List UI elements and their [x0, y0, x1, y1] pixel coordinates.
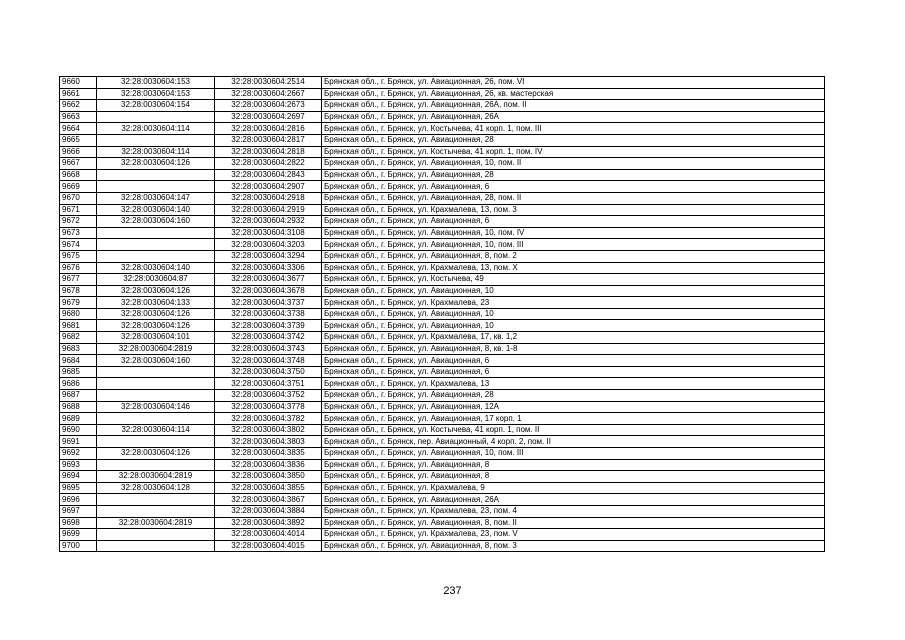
parent-cadastral-number-cell: 32:28:0030604:160: [97, 355, 215, 367]
cadastral-number-cell: 32:28:0030604:2697: [215, 111, 322, 123]
row-number-cell: 9694: [60, 471, 97, 483]
parent-cadastral-number-cell: 32:28:0030604:2819: [97, 471, 215, 483]
parent-cadastral-number-cell: 32:28:0030604:2819: [97, 517, 215, 529]
table-row: [60, 158, 825, 170]
parent-cadastral-number-cell: 32:28:0030604:126: [97, 448, 215, 460]
row-number-cell: 9698: [60, 517, 97, 529]
table-row: [60, 274, 825, 286]
address-cell: Брянская обл., г. Брянск, ул. Авиационная, 10, пом. III: [322, 239, 825, 251]
table-row: [60, 181, 825, 193]
address-cell: Брянская обл., г. Брянск, ул. Авиационная, 17 корп. 1: [322, 413, 825, 425]
row-number-cell: 9677: [60, 274, 97, 286]
row-number-cell: 9666: [60, 146, 97, 158]
cadastral-number-cell: 32:28:0030604:4015: [215, 540, 322, 552]
row-number-cell: 9665: [60, 134, 97, 146]
parent-cadastral-number-cell: [97, 378, 215, 390]
address-cell: Брянская обл., г. Брянск, ул. Авиационная, 8: [322, 459, 825, 471]
address-cell: Брянская обл., г. Брянск, ул. Костычева, 41 корп. 1, пом. III: [322, 123, 825, 135]
address-cell: Брянская обл., г. Брянск, ул. Крахмалева, 17, кв. 1,2: [322, 332, 825, 344]
row-number-cell: 9673: [60, 227, 97, 239]
table-row: [60, 366, 825, 378]
cadastral-number-cell: 32:28:0030604:3677: [215, 274, 322, 286]
parent-cadastral-number-cell: 32:28:0030604:114: [97, 146, 215, 158]
table-row: [60, 250, 825, 262]
parent-cadastral-number-cell: [97, 250, 215, 262]
address-cell: Брянская обл., г. Брянск, ул. Авиационная, 10, пом. II: [322, 158, 825, 170]
cadastral-number-cell: 32:28:0030604:3803: [215, 436, 322, 448]
address-cell: Брянская обл., г. Брянск, ул. Авиационная, 26, пом. VI: [322, 77, 825, 89]
cadastral-number-cell: 32:28:0030604:2918: [215, 192, 322, 204]
table-row: [60, 471, 825, 483]
address-cell: Брянская обл., г. Брянск, ул. Костычева, 41 корп. 1, пом. II: [322, 424, 825, 436]
parent-cadastral-number-cell: [97, 529, 215, 541]
property-registry-table: [59, 76, 825, 552]
parent-cadastral-number-cell: [97, 239, 215, 251]
table-row: [60, 216, 825, 228]
address-cell: Брянская обл., г. Брянск, ул. Крахмалева, 13, пом. X: [322, 262, 825, 274]
address-cell: Брянская обл., г. Брянск, ул. Авиационная, 12А: [322, 401, 825, 413]
table-row: [60, 332, 825, 344]
parent-cadastral-number-cell: [97, 436, 215, 448]
cadastral-number-cell: 32:28:0030604:3294: [215, 250, 322, 262]
table-row: [60, 192, 825, 204]
table-row: [60, 355, 825, 367]
parent-cadastral-number-cell: [97, 111, 215, 123]
parent-cadastral-number-cell: [97, 181, 215, 193]
parent-cadastral-number-cell: 32:28:0030604:87: [97, 274, 215, 286]
address-cell: Брянская обл., г. Брянск, ул. Крахмалева, 13, пом. 3: [322, 204, 825, 216]
table-row: [60, 540, 825, 552]
address-cell: Брянская обл., г. Брянск, ул. Авиационная, 10: [322, 308, 825, 320]
address-cell: Брянская обл., г. Брянск, ул. Авиационная, 8, кв. 1-8: [322, 343, 825, 355]
address-cell: Брянская обл., г. Брянск, ул. Авиационная, 6: [322, 181, 825, 193]
parent-cadastral-number-cell: 32:28:0030604:126: [97, 320, 215, 332]
cadastral-number-cell: 32:28:0030604:3203: [215, 239, 322, 251]
table-row: [60, 308, 825, 320]
cadastral-number-cell: 32:28:0030604:2818: [215, 146, 322, 158]
row-number-cell: 9672: [60, 216, 97, 228]
address-cell: Брянская обл., г. Брянск, ул. Авиационная, 10: [322, 320, 825, 332]
row-number-cell: 9685: [60, 366, 97, 378]
table-row: [60, 459, 825, 471]
table-row: [60, 436, 825, 448]
page-number: 237: [443, 585, 462, 597]
parent-cadastral-number-cell: 32:28:0030604:128: [97, 482, 215, 494]
parent-cadastral-number-cell: 32:28:0030604:114: [97, 123, 215, 135]
table-row: [60, 320, 825, 332]
address-cell: Брянская обл., г. Брянск, ул. Крахмалева, 23: [322, 297, 825, 309]
row-number-cell: 9689: [60, 413, 97, 425]
table-row: [60, 343, 825, 355]
cadastral-number-cell: 32:28:0030604:3739: [215, 320, 322, 332]
parent-cadastral-number-cell: 32:28:0030604:126: [97, 158, 215, 170]
row-number-cell: 9697: [60, 505, 97, 517]
cadastral-number-cell: 32:28:0030604:3850: [215, 471, 322, 483]
cadastral-number-cell: 32:28:0030604:3836: [215, 459, 322, 471]
address-cell: Брянская обл., г. Брянск, ул. Авиационная, 10, пом. IV: [322, 227, 825, 239]
parent-cadastral-number-cell: [97, 227, 215, 239]
address-cell: Брянская обл., г. Брянск, ул. Авиационная, 8, пом. 3: [322, 540, 825, 552]
table-row: [60, 88, 825, 100]
parent-cadastral-number-cell: [97, 494, 215, 506]
cadastral-number-cell: 32:28:0030604:3737: [215, 297, 322, 309]
cadastral-number-cell: 32:28:0030604:4014: [215, 529, 322, 541]
row-number-cell: 9669: [60, 181, 97, 193]
parent-cadastral-number-cell: [97, 134, 215, 146]
cadastral-number-cell: 32:28:0030604:3778: [215, 401, 322, 413]
row-number-cell: 9690: [60, 424, 97, 436]
row-number-cell: 9663: [60, 111, 97, 123]
row-number-cell: 9667: [60, 158, 97, 170]
address-cell: Брянская обл., г. Брянск, ул. Авиационная, 28: [322, 134, 825, 146]
row-number-cell: 9681: [60, 320, 97, 332]
address-cell: Брянская обл., г. Брянск, пер. Авиационный, 4 корп. 2, пом. II: [322, 436, 825, 448]
address-cell: Брянская обл., г. Брянск, ул. Авиационная, 8, пом. 2: [322, 250, 825, 262]
parent-cadastral-number-cell: 32:28:0030604:101: [97, 332, 215, 344]
cadastral-number-cell: 32:28:0030604:3867: [215, 494, 322, 506]
address-cell: Брянская обл., г. Брянск, ул. Авиационная, 28, пом. II: [322, 192, 825, 204]
address-cell: Брянская обл., г. Брянск, ул. Авиационная, 28: [322, 169, 825, 181]
row-number-cell: 9691: [60, 436, 97, 448]
address-cell: Брянская обл., г. Брянск, ул. Авиационная, 10: [322, 285, 825, 297]
address-cell: Брянская обл., г. Брянск, ул. Костычева, 41 корп. 1, пом. IV: [322, 146, 825, 158]
row-number-cell: 9664: [60, 123, 97, 135]
parent-cadastral-number-cell: [97, 459, 215, 471]
row-number-cell: 9693: [60, 459, 97, 471]
parent-cadastral-number-cell: 32:28:0030604:146: [97, 401, 215, 413]
table-row: [60, 100, 825, 112]
row-number-cell: 9674: [60, 239, 97, 251]
row-number-cell: 9692: [60, 448, 97, 460]
table-row: [60, 413, 825, 425]
address-cell: Брянская обл., г. Брянск, ул. Авиационная, 26А, пом. II: [322, 100, 825, 112]
address-cell: Брянская обл., г. Брянск, ул. Авиационная, 6: [322, 366, 825, 378]
cadastral-number-cell: 32:28:0030604:2667: [215, 88, 322, 100]
row-number-cell: 9680: [60, 308, 97, 320]
parent-cadastral-number-cell: 32:28:0030604:153: [97, 88, 215, 100]
cadastral-number-cell: 32:28:0030604:3738: [215, 308, 322, 320]
cadastral-number-cell: 32:28:0030604:2907: [215, 181, 322, 193]
cadastral-number-cell: 32:28:0030604:2919: [215, 204, 322, 216]
table-row: [60, 401, 825, 413]
cadastral-number-cell: 32:28:0030604:3855: [215, 482, 322, 494]
cadastral-number-cell: 32:28:0030604:3835: [215, 448, 322, 460]
cadastral-number-cell: 32:28:0030604:2932: [215, 216, 322, 228]
parent-cadastral-number-cell: [97, 169, 215, 181]
parent-cadastral-number-cell: 32:28:0030604:154: [97, 100, 215, 112]
table-row: [60, 146, 825, 158]
table-row: [60, 169, 825, 181]
table-row: [60, 227, 825, 239]
row-number-cell: 9661: [60, 88, 97, 100]
address-cell: Брянская обл., г. Брянск, ул. Авиационная, 8: [322, 471, 825, 483]
row-number-cell: 9671: [60, 204, 97, 216]
table-row: [60, 285, 825, 297]
row-number-cell: 9675: [60, 250, 97, 262]
table-row: [60, 424, 825, 436]
table-row: [60, 262, 825, 274]
row-number-cell: 9662: [60, 100, 97, 112]
row-number-cell: 9679: [60, 297, 97, 309]
parent-cadastral-number-cell: [97, 505, 215, 517]
row-number-cell: 9676: [60, 262, 97, 274]
parent-cadastral-number-cell: [97, 390, 215, 402]
row-number-cell: 9683: [60, 343, 97, 355]
parent-cadastral-number-cell: 32:28:0030604:126: [97, 308, 215, 320]
address-cell: Брянская обл., г. Брянск, ул. Авиационная, 26А: [322, 111, 825, 123]
parent-cadastral-number-cell: [97, 366, 215, 378]
parent-cadastral-number-cell: 32:28:0030604:160: [97, 216, 215, 228]
cadastral-number-cell: 32:28:0030604:3802: [215, 424, 322, 436]
row-number-cell: 9686: [60, 378, 97, 390]
address-cell: Брянская обл., г. Брянск, ул. Авиационная, 28: [322, 390, 825, 402]
address-cell: Брянская обл., г. Брянск, ул. Авиационная, 26А: [322, 494, 825, 506]
table-row: [60, 448, 825, 460]
address-cell: Брянская обл., г. Брянск, ул. Авиационная, 10, пом. III: [322, 448, 825, 460]
table-row: [60, 482, 825, 494]
row-number-cell: 9670: [60, 192, 97, 204]
row-number-cell: 9696: [60, 494, 97, 506]
address-cell: Брянская обл., г. Брянск, ул. Крахмалева, 9: [322, 482, 825, 494]
cadastral-number-cell: 32:28:0030604:2817: [215, 134, 322, 146]
table-row: [60, 378, 825, 390]
table-row: [60, 134, 825, 146]
cadastral-number-cell: 32:28:0030604:3750: [215, 366, 322, 378]
address-cell: Брянская обл., г. Брянск, ул. Авиационная, 8, пом. II: [322, 517, 825, 529]
row-number-cell: 9687: [60, 390, 97, 402]
row-number-cell: 9668: [60, 169, 97, 181]
table-row: [60, 77, 825, 89]
table-row: [60, 204, 825, 216]
table-row: [60, 390, 825, 402]
cadastral-number-cell: 32:28:0030604:2822: [215, 158, 322, 170]
cadastral-number-cell: 32:28:0030604:3884: [215, 505, 322, 517]
row-number-cell: 9700: [60, 540, 97, 552]
cadastral-number-cell: 32:28:0030604:3678: [215, 285, 322, 297]
cadastral-number-cell: 32:28:0030604:3742: [215, 332, 322, 344]
table-row: [60, 505, 825, 517]
row-number-cell: 9678: [60, 285, 97, 297]
cadastral-number-cell: 32:28:0030604:3306: [215, 262, 322, 274]
cadastral-number-cell: 32:28:0030604:3892: [215, 517, 322, 529]
parent-cadastral-number-cell: 32:28:0030604:147: [97, 192, 215, 204]
table-row: [60, 123, 825, 135]
parent-cadastral-number-cell: 32:28:0030604:133: [97, 297, 215, 309]
parent-cadastral-number-cell: 32:28:0030604:2819: [97, 343, 215, 355]
row-number-cell: 9660: [60, 77, 97, 89]
row-number-cell: 9688: [60, 401, 97, 413]
cadastral-number-cell: 32:28:0030604:2816: [215, 123, 322, 135]
table-row: [60, 239, 825, 251]
table-row: [60, 111, 825, 123]
cadastral-number-cell: 32:28:0030604:3782: [215, 413, 322, 425]
cadastral-number-cell: 32:28:0030604:3751: [215, 378, 322, 390]
registry-table-body: [60, 77, 825, 552]
parent-cadastral-number-cell: 32:28:0030604:140: [97, 262, 215, 274]
address-cell: Брянская обл., г. Брянск, ул. Крахмалева, 23, пом. V: [322, 529, 825, 541]
table-row: [60, 297, 825, 309]
address-cell: Брянская обл., г. Брянск, ул. Авиационная, 6: [322, 216, 825, 228]
table-row: [60, 529, 825, 541]
row-number-cell: 9695: [60, 482, 97, 494]
row-number-cell: 9699: [60, 529, 97, 541]
cadastral-number-cell: 32:28:0030604:3743: [215, 343, 322, 355]
row-number-cell: 9682: [60, 332, 97, 344]
table-row: [60, 494, 825, 506]
cadastral-number-cell: 32:28:0030604:3752: [215, 390, 322, 402]
cadastral-number-cell: 32:28:0030604:3108: [215, 227, 322, 239]
cadastral-number-cell: 32:28:0030604:2673: [215, 100, 322, 112]
table-row: [60, 517, 825, 529]
address-cell: Брянская обл., г. Брянск, ул. Авиационная, 26, кв. мастерская: [322, 88, 825, 100]
address-cell: Брянская обл., г. Брянск, ул. Крахмалева, 13: [322, 378, 825, 390]
cadastral-number-cell: 32:28:0030604:3748: [215, 355, 322, 367]
row-number-cell: 9684: [60, 355, 97, 367]
address-cell: Брянская обл., г. Брянск, ул. Крахмалева, 23, пом. 4: [322, 505, 825, 517]
cadastral-number-cell: 32:28:0030604:2843: [215, 169, 322, 181]
parent-cadastral-number-cell: [97, 413, 215, 425]
parent-cadastral-number-cell: 32:28:0030604:140: [97, 204, 215, 216]
address-cell: Брянская обл., г. Брянск, ул. Костычева, 49: [322, 274, 825, 286]
parent-cadastral-number-cell: 32:28:0030604:114: [97, 424, 215, 436]
parent-cadastral-number-cell: 32:28:0030604:126: [97, 285, 215, 297]
cadastral-number-cell: 32:28:0030604:2514: [215, 77, 322, 89]
address-cell: Брянская обл., г. Брянск, ул. Авиационная, 6: [322, 355, 825, 367]
parent-cadastral-number-cell: [97, 540, 215, 552]
parent-cadastral-number-cell: 32:28:0030604:153: [97, 77, 215, 89]
